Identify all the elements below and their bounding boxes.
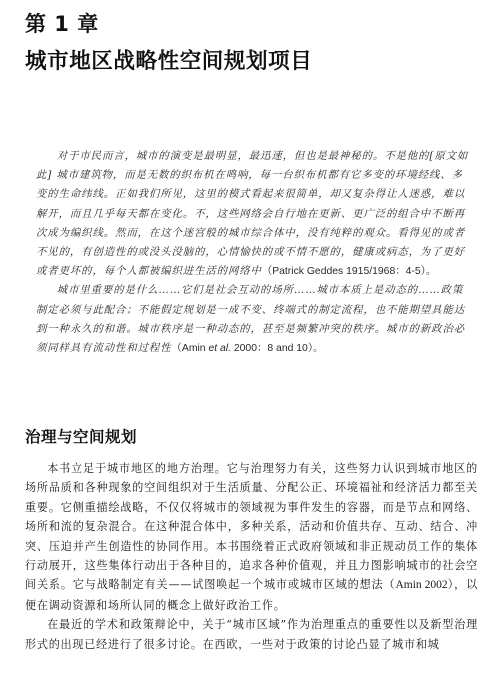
- epigraph-p2-text: 城市里重要的是什么……它们是社会互动的场所……城市本质上是动态的……政策制定必须与此配合；不能假定规划是一成不变、终端式的制定流程，也不能期望具能达到一种永久的和谐。城市秩序是一种动态的，甚至是频繁冲突的秩序。城市的新政治必须同样具有流动性和过程性: [36, 284, 466, 355]
- section-heading: 治理与空间规划: [25, 428, 138, 446]
- epigraph-p2-citation: [172, 343, 324, 354]
- epigraph-paragraph-2: [36, 281, 474, 358]
- body-paragraph-1: [25, 459, 478, 615]
- epigraph: [36, 147, 474, 358]
- citation-post: 2000：8 and 10）。: [230, 343, 324, 355]
- epigraph-paragraph-1: [36, 147, 474, 281]
- body-paragraph-2: 在最近的学术和政策辩论中，关于“城市区域”作为治理重点的重要性以及新型治理形式的出现已经进行了很多讨论。在西欧，一些对于政策的讨论凸显了城市和城: [25, 618, 478, 651]
- body-p1-citation: Amin 2002: [395, 579, 448, 592]
- epigraph-p1-citation: （Patrick Geddes 1915/1968：4-5）。: [261, 266, 437, 278]
- chapter-title: 城市地区战略性空间规划项目: [25, 49, 313, 74]
- citation-pre: （Amin: [171, 343, 209, 355]
- epigraph-p1-text: 对于市民而言，城市的演变是最明显，最迅速，但也是最神秘的。不是他的[原文如此] 城市建筑物，而是无数的织布机在鸣响，每一台织布机都有它多变的环境经线、多变的生命纬线。正如我们所见，这里的模式看起来很简单，却又复杂得让人迷惑，难以解开，而且几乎每天都在变化。不，这些网络会自行地在更新、更广泛的组合中不断再次成为编织线。然而，在这个迷宫般的城市综合体中，没有纯粹的观众。看得见的或者不见的，有创造性的或没头没脑的，心情愉快的或不情不愿的，健康或病态，为了更好或者更坏的，每个人都被编织进生活的网络中: [36, 150, 469, 278]
- chapter-label: 第 1 章: [25, 12, 99, 36]
- section-body: [25, 459, 478, 654]
- body-p1-end: ），以便在调动资源和场所认同的概念上做好政治工作。: [25, 578, 478, 612]
- body-p1-text: 本书立足于城市地区的地方治理。它与治理努力有关，这些努力认识到城市地区的场所品质和各种现象的空间组织对于生活质量、分配公正、环境福祉和经济活力都至关重要。它侧重描绘战略，不仅仅将城市的领域视为事件发生的容器，而是节点和网络、场所和流的复杂混合。在这种混合体中，多种关系，活动和价值共存、互动、结合、冲突、压迫并产生创造性的协同作用。本书围绕着正式政府领域和非正规动员工作的集体行动展开，这些集体行动出于各种目的，追求各种价值观，并且力图影响城市的社会空间关系。它与战略制定有关——试图唤起一个城市或城市区域的想法（: [25, 462, 478, 592]
- citation-etal: et al.: [208, 343, 231, 355]
